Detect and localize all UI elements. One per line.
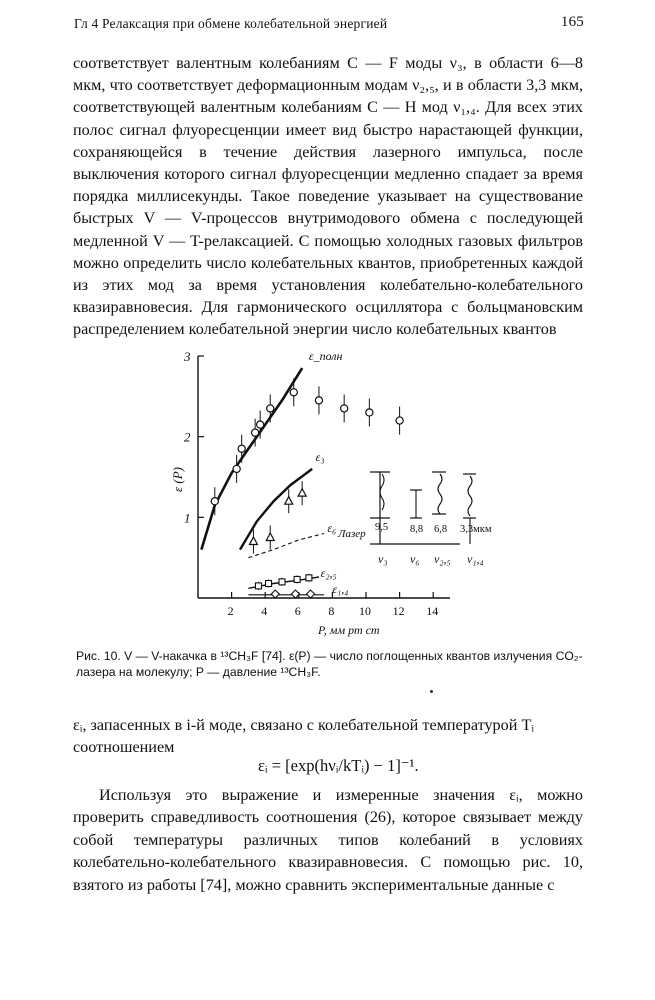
data-point xyxy=(307,590,315,598)
stray-dot xyxy=(430,690,433,693)
x-tick-label: 10 xyxy=(359,604,371,618)
inset-mode-0: ν₃ xyxy=(378,552,388,566)
inset-level-3: 3,3мкм xyxy=(460,524,492,535)
paragraph-text: εᵢ, запасенных в i-й моде, связано с колебательной температурой Tᵢ соотношением xyxy=(73,716,534,756)
data-point xyxy=(257,421,264,428)
page-number: 165 xyxy=(560,14,584,30)
data-point xyxy=(233,465,240,472)
x-tick-label: 8 xyxy=(328,604,335,618)
body-paragraph-2 xyxy=(73,714,583,758)
series-label: ε₆ xyxy=(327,520,337,535)
data-point xyxy=(238,445,245,452)
paragraph-text: соответствует валентным колебаниям C — F моды ν₃, в области 6—8 мкм, что соответствует деформационным модам ν₂,₅, и в области 3,3 мкм, соответствующей валентным колебаниям C — H мод ν₁,₄. Для всех этих полос сигнал флуоресценции имеет вид быстро нарастающей функции, сохраняющейся в течение действия лазерного импульса, после выключения которого сигнал флуоресценции медленно спадает за время порядка миллисекунды. Такое поведение указывает на существование быстрых V — V-процессов внутримодового обмена с последующей медленной V — T-релаксацией. С помощью холодных газовых фильтров можно определить число колебательных квантов, приобретенных каждой из этих мод за время установления колебательно-колебательного квазиравновесия. Для гармонического осциллятора с больцмановским распределением колебательной энергии число колебательных квантов xyxy=(73,54,583,339)
data-point xyxy=(341,405,348,412)
y-tick-label: 3 xyxy=(184,349,191,364)
inset-mode-2: ν₂,₅ xyxy=(434,552,451,566)
data-point xyxy=(315,397,322,404)
x-tick-label: 4 xyxy=(261,604,268,618)
inset-mode-1: ν₆ xyxy=(410,552,420,566)
inset-mode-3: ν₁,₄ xyxy=(467,552,484,566)
y-axis-label: ε (P) xyxy=(170,467,185,492)
x-tick-label: 6 xyxy=(294,604,301,618)
data-point xyxy=(266,533,274,541)
x-tick-label: 12 xyxy=(392,604,405,618)
series-label: ε_полн xyxy=(308,349,343,364)
data-point xyxy=(267,405,274,412)
figure-10 xyxy=(170,342,530,640)
data-point xyxy=(266,580,272,586)
series-label: ε₂,₅ xyxy=(320,566,337,581)
fit-curve-2 xyxy=(248,534,324,558)
paragraph-text: Используя это выражение и измеренные значения εᵢ, можно проверить справедливость соотношения (26), которое связывает между собой температуры различных типов колебаний в условиях колебательно-колебательного квазиравновесия. С помощью рис. 10, взятого из работы [74], можно сравнить экспериментальные данные с xyxy=(73,786,583,894)
inset-laser-label: Лазер xyxy=(338,528,366,540)
data-point xyxy=(279,579,285,585)
data-point xyxy=(271,590,279,598)
data-point xyxy=(290,389,297,396)
x-axis-label: P, мм рт ст xyxy=(318,623,380,637)
y-tick-label: 1 xyxy=(184,510,191,526)
fit-curve-0 xyxy=(201,368,302,549)
data-point xyxy=(252,429,259,436)
equation xyxy=(258,756,419,776)
inset-level-0: 9,5 xyxy=(375,522,389,533)
running-header xyxy=(74,12,584,34)
data-point xyxy=(255,583,261,589)
data-point xyxy=(285,497,293,505)
data-point xyxy=(298,489,306,497)
data-point xyxy=(211,498,218,505)
chart-svg xyxy=(170,342,530,640)
caption-text: Рис. 10. V — V-накачка в ¹³CH₃F [74]. ε(P) — число поглощенных квантов излучения CO₂-лазера на молекулу; P — давление ¹³CH₃F. xyxy=(76,649,583,679)
header-title: Гл 4 Релаксация при обмене колебательной энергией xyxy=(74,16,388,31)
inset-level-1: 8,8 xyxy=(410,524,424,535)
x-tick-label: 2 xyxy=(227,604,234,618)
data-point xyxy=(396,417,403,424)
inset-level-2: 6,8 xyxy=(434,524,448,535)
figure-caption xyxy=(76,648,584,680)
data-point xyxy=(249,537,257,545)
x-tick-label: 14 xyxy=(426,604,439,618)
body-paragraph-1 xyxy=(73,52,583,341)
data-point xyxy=(294,576,300,582)
data-point xyxy=(306,575,312,581)
fit-curve-1 xyxy=(240,469,312,550)
body-paragraph-3 xyxy=(73,784,583,896)
series-label: ε₁,₄ xyxy=(332,582,349,597)
equation-text: εᵢ = [exp(hνᵢ/kTᵢ) − 1]⁻¹. xyxy=(258,756,419,775)
data-point xyxy=(366,409,373,416)
series-label: ε₃ xyxy=(315,449,325,464)
y-tick-label: 2 xyxy=(184,429,191,445)
